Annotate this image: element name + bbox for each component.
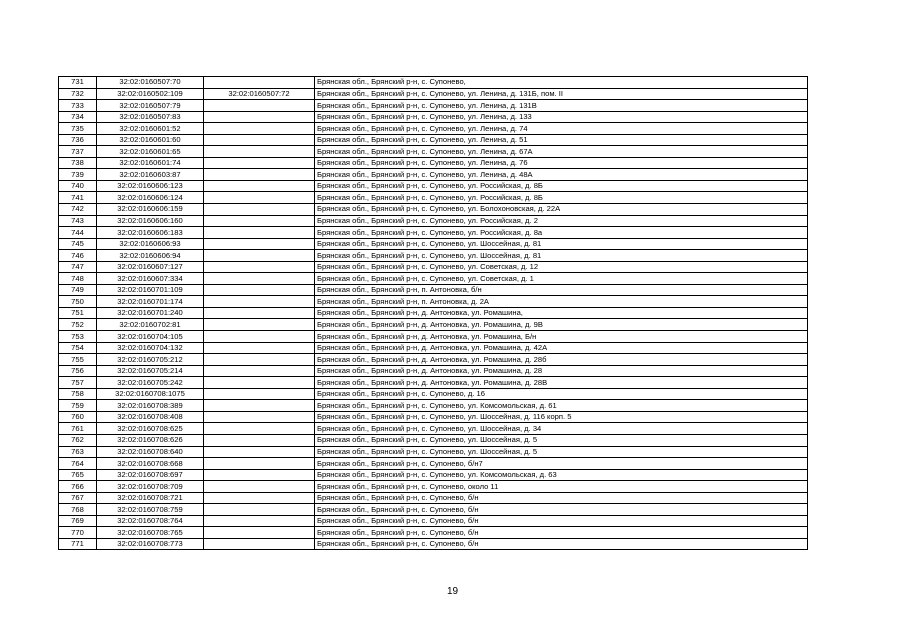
cadastral-number-cell: 32:02:0160705:212	[97, 354, 204, 366]
related-cadastral-number-cell	[204, 365, 315, 377]
table-row	[59, 527, 808, 539]
row-number-cell: 751	[59, 307, 97, 319]
cadastral-number-cell: 32:02:0160708:697	[97, 469, 204, 481]
cadastral-number-cell: 32:02:0160705:214	[97, 365, 204, 377]
row-number-cell: 736	[59, 134, 97, 146]
row-number-cell: 759	[59, 400, 97, 412]
cadastral-number-cell: 32:02:0160606:93	[97, 238, 204, 250]
cadastral-number-cell: 32:02:0160601:60	[97, 134, 204, 146]
related-cadastral-number-cell	[204, 261, 315, 273]
table-row	[59, 354, 808, 366]
cadastral-number-cell: 32:02:0160708:1075	[97, 388, 204, 400]
related-cadastral-number-cell	[204, 157, 315, 169]
cadastral-number-cell: 32:02:0160704:132	[97, 342, 204, 354]
address-cell: Брянская обл., Брянский р-н, д. Антоновка, ул. Ромашина, д. 9В	[315, 319, 808, 331]
address-cell: Брянская обл., Брянский р-н, с. Супонево, ул. Шоссейная, д. 116 корп. 5	[315, 411, 808, 423]
cadastral-table	[58, 76, 808, 550]
table-row	[59, 123, 808, 135]
table-row	[59, 100, 808, 112]
related-cadastral-number-cell: 32:02:0160507:72	[204, 88, 315, 100]
row-number-cell: 748	[59, 273, 97, 285]
address-cell: Брянская обл., Брянский р-н, д. Антоновка, ул. Ромашина, д. 28б	[315, 354, 808, 366]
table-body	[59, 77, 808, 550]
table-row	[59, 411, 808, 423]
cadastral-number-cell: 32:02:0160606:159	[97, 204, 204, 216]
related-cadastral-number-cell	[204, 319, 315, 331]
row-number-cell: 764	[59, 458, 97, 470]
row-number-cell: 739	[59, 169, 97, 181]
related-cadastral-number-cell	[204, 123, 315, 135]
address-cell: Брянская обл., Брянский р-н, с. Супонево, ул. Шоссейная, д. 5	[315, 446, 808, 458]
address-cell: Брянская обл., Брянский р-н, с. Супонево,	[315, 77, 808, 89]
address-cell: Брянская обл., Брянский р-н, с. Супонево, ул. Российская, д. 2	[315, 215, 808, 227]
related-cadastral-number-cell	[204, 307, 315, 319]
row-number-cell: 743	[59, 215, 97, 227]
related-cadastral-number-cell	[204, 342, 315, 354]
cadastral-number-cell: 32:02:0160708:640	[97, 446, 204, 458]
table-row	[59, 538, 808, 550]
related-cadastral-number-cell	[204, 238, 315, 250]
related-cadastral-number-cell	[204, 527, 315, 539]
row-number-cell: 746	[59, 250, 97, 262]
cadastral-number-cell: 32:02:0160708:721	[97, 492, 204, 504]
table-row	[59, 423, 808, 435]
address-cell: Брянская обл., Брянский р-н, с. Супонево, ул. Ленина, д. 76	[315, 157, 808, 169]
row-number-cell: 767	[59, 492, 97, 504]
address-cell: Брянская обл., Брянский р-н, с. Супонево, б/н	[315, 504, 808, 516]
row-number-cell: 740	[59, 180, 97, 192]
table-row	[59, 434, 808, 446]
row-number-cell: 754	[59, 342, 97, 354]
address-cell: Брянская обл., Брянский р-н, с. Супонево, ул. Комсомольская, д. 61	[315, 400, 808, 412]
row-number-cell: 757	[59, 377, 97, 389]
row-number-cell: 763	[59, 446, 97, 458]
cadastral-number-cell: 32:02:0160507:79	[97, 100, 204, 112]
related-cadastral-number-cell	[204, 434, 315, 446]
row-number-cell: 756	[59, 365, 97, 377]
related-cadastral-number-cell	[204, 169, 315, 181]
table-row	[59, 319, 808, 331]
related-cadastral-number-cell	[204, 504, 315, 516]
cadastral-number-cell: 32:02:0160708:709	[97, 481, 204, 493]
cadastral-number-cell: 32:02:0160502:109	[97, 88, 204, 100]
address-cell: Брянская обл., Брянский р-н, с. Супонево, б/н	[315, 492, 808, 504]
address-cell: Брянская обл., Брянский р-н, с. Супонево, ул. Ленина, д. 67А	[315, 146, 808, 158]
related-cadastral-number-cell	[204, 481, 315, 493]
related-cadastral-number-cell	[204, 273, 315, 285]
row-number-cell: 732	[59, 88, 97, 100]
address-cell: Брянская обл., Брянский р-н, с. Супонево, ул. Ленина, д. 131В	[315, 100, 808, 112]
row-number-cell: 762	[59, 434, 97, 446]
related-cadastral-number-cell	[204, 400, 315, 412]
cadastral-number-cell: 32:02:0160607:127	[97, 261, 204, 273]
related-cadastral-number-cell	[204, 377, 315, 389]
address-cell: Брянская обл., Брянский р-н, с. Супонево, б/н	[315, 538, 808, 550]
table-row	[59, 388, 808, 400]
row-number-cell: 752	[59, 319, 97, 331]
cadastral-number-cell: 32:02:0160607:334	[97, 273, 204, 285]
cadastral-number-cell: 32:02:0160702:81	[97, 319, 204, 331]
table-row	[59, 273, 808, 285]
row-number-cell: 755	[59, 354, 97, 366]
cadastral-number-cell: 32:02:0160708:773	[97, 538, 204, 550]
address-cell: Брянская обл., Брянский р-н, с. Супонево, ул. Комсомольская, д. 63	[315, 469, 808, 481]
table-row	[59, 192, 808, 204]
table-row	[59, 515, 808, 527]
table-row	[59, 111, 808, 123]
cadastral-number-cell: 32:02:0160701:240	[97, 307, 204, 319]
cadastral-number-cell: 32:02:0160606:160	[97, 215, 204, 227]
row-number-cell: 745	[59, 238, 97, 250]
table-row	[59, 169, 808, 181]
row-number-cell: 766	[59, 481, 97, 493]
table-row	[59, 227, 808, 239]
row-number-cell: 758	[59, 388, 97, 400]
related-cadastral-number-cell	[204, 331, 315, 343]
table-row	[59, 215, 808, 227]
row-number-cell: 771	[59, 538, 97, 550]
address-cell: Брянская обл., Брянский р-н, д. Антоновка, ул. Ромашина, Б/н	[315, 331, 808, 343]
address-cell: Брянская обл., Брянский р-н, с. Супонево, ул. Советская, д. 12	[315, 261, 808, 273]
address-cell: Брянская обл., Брянский р-н, с. Супонево, ул. Ленина, д. 131Б, пом. II	[315, 88, 808, 100]
table-row	[59, 250, 808, 262]
address-cell: Брянская обл., Брянский р-н, с. Супонево, б/н	[315, 527, 808, 539]
cadastral-number-cell: 32:02:0160507:70	[97, 77, 204, 89]
address-cell: Брянская обл., Брянский р-н, с. Супонево, ул. Шоссейная, д. 34	[315, 423, 808, 435]
address-cell: Брянская обл., Брянский р-н, д. Антоновка, ул. Ромашина, д. 42А	[315, 342, 808, 354]
address-cell: Брянская обл., Брянский р-н, с. Супонево, ул. Российская, д. 8а	[315, 227, 808, 239]
related-cadastral-number-cell	[204, 111, 315, 123]
related-cadastral-number-cell	[204, 192, 315, 204]
cadastral-number-cell: 32:02:0160701:109	[97, 284, 204, 296]
page-number: 19	[446, 586, 459, 597]
cadastral-number-cell: 32:02:0160705:242	[97, 377, 204, 389]
cadastral-number-cell: 32:02:0160606:123	[97, 180, 204, 192]
table-row	[59, 238, 808, 250]
row-number-cell: 769	[59, 515, 97, 527]
cadastral-number-cell: 32:02:0160704:105	[97, 331, 204, 343]
related-cadastral-number-cell	[204, 538, 315, 550]
cadastral-number-cell: 32:02:0160708:765	[97, 527, 204, 539]
table-row	[59, 342, 808, 354]
address-cell: Брянская обл., Брянский р-н, п. Антоновка, д. 2А	[315, 296, 808, 308]
address-cell: Брянская обл., Брянский р-н, с. Супонево, ул. Ленина, д. 74	[315, 123, 808, 135]
address-cell: Брянская обл., Брянский р-н, с. Супонево, ул. Ленина, д. 51	[315, 134, 808, 146]
cadastral-number-cell: 32:02:0160708:764	[97, 515, 204, 527]
related-cadastral-number-cell	[204, 134, 315, 146]
row-number-cell: 734	[59, 111, 97, 123]
row-number-cell: 738	[59, 157, 97, 169]
table-row	[59, 481, 808, 493]
cadastral-number-cell: 32:02:0160708:625	[97, 423, 204, 435]
related-cadastral-number-cell	[204, 180, 315, 192]
table-row	[59, 146, 808, 158]
table-row	[59, 296, 808, 308]
table-row	[59, 458, 808, 470]
related-cadastral-number-cell	[204, 77, 315, 89]
table-row	[59, 284, 808, 296]
table-row	[59, 331, 808, 343]
row-number-cell: 744	[59, 227, 97, 239]
cadastral-number-cell: 32:02:0160606:124	[97, 192, 204, 204]
cadastral-number-cell: 32:02:0160708:408	[97, 411, 204, 423]
related-cadastral-number-cell	[204, 204, 315, 216]
address-cell: Брянская обл., Брянский р-н, с. Супонево, ул. Советская, д. 1	[315, 273, 808, 285]
address-cell: Брянская обл., Брянский р-н, с. Супонево, ул. Российская, д. 8Б	[315, 192, 808, 204]
related-cadastral-number-cell	[204, 296, 315, 308]
row-number-cell: 765	[59, 469, 97, 481]
cadastral-number-cell: 32:02:0160606:94	[97, 250, 204, 262]
table-row	[59, 307, 808, 319]
cadastral-number-cell: 32:02:0160708:668	[97, 458, 204, 470]
related-cadastral-number-cell	[204, 215, 315, 227]
related-cadastral-number-cell	[204, 423, 315, 435]
address-cell: Брянская обл., Брянский р-н, с. Супонево, около 11	[315, 481, 808, 493]
table-row	[59, 504, 808, 516]
address-cell: Брянская обл., Брянский р-н, с. Супонево, ул. Ленина, д. 48А	[315, 169, 808, 181]
table-row	[59, 180, 808, 192]
row-number-cell: 735	[59, 123, 97, 135]
table-row	[59, 377, 808, 389]
cadastral-number-cell: 32:02:0160603:87	[97, 169, 204, 181]
table-row	[59, 492, 808, 504]
related-cadastral-number-cell	[204, 492, 315, 504]
address-cell: Брянская обл., Брянский р-н, с. Супонево, ул. Российская, д. 8Б	[315, 180, 808, 192]
row-number-cell: 733	[59, 100, 97, 112]
cadastral-number-cell: 32:02:0160601:74	[97, 157, 204, 169]
address-cell: Брянская обл., Брянский р-н, с. Супонево, б/н	[315, 515, 808, 527]
table-row	[59, 446, 808, 458]
cadastral-number-cell: 32:02:0160701:174	[97, 296, 204, 308]
related-cadastral-number-cell	[204, 411, 315, 423]
table-row	[59, 204, 808, 216]
related-cadastral-number-cell	[204, 100, 315, 112]
row-number-cell: 737	[59, 146, 97, 158]
related-cadastral-number-cell	[204, 469, 315, 481]
cadastral-number-cell: 32:02:0160601:52	[97, 123, 204, 135]
address-cell: Брянская обл., Брянский р-н, с. Супонево, ул. Шоссейная, д. 81	[315, 250, 808, 262]
cadastral-number-cell: 32:02:0160708:759	[97, 504, 204, 516]
address-cell: Брянская обл., Брянский р-н, п. Антоновка, б/н	[315, 284, 808, 296]
table-row	[59, 88, 808, 100]
row-number-cell: 750	[59, 296, 97, 308]
table-row	[59, 134, 808, 146]
row-number-cell: 747	[59, 261, 97, 273]
cadastral-number-cell: 32:02:0160507:83	[97, 111, 204, 123]
row-number-cell: 761	[59, 423, 97, 435]
table-row	[59, 261, 808, 273]
address-cell: Брянская обл., Брянский р-н, с. Супонево, б/н7	[315, 458, 808, 470]
table-row	[59, 469, 808, 481]
address-cell: Брянская обл., Брянский р-н, д. Антоновка, ул. Ромашина, д. 28В	[315, 377, 808, 389]
related-cadastral-number-cell	[204, 388, 315, 400]
related-cadastral-number-cell	[204, 446, 315, 458]
related-cadastral-number-cell	[204, 227, 315, 239]
address-cell: Брянская обл., Брянский р-н, д. Антоновка, ул. Ромашина,	[315, 307, 808, 319]
table-row	[59, 400, 808, 412]
table-row	[59, 157, 808, 169]
table-row	[59, 77, 808, 89]
related-cadastral-number-cell	[204, 284, 315, 296]
row-number-cell: 742	[59, 204, 97, 216]
cadastral-number-cell: 32:02:0160708:389	[97, 400, 204, 412]
cadastral-number-cell: 32:02:0160606:183	[97, 227, 204, 239]
row-number-cell: 760	[59, 411, 97, 423]
address-cell: Брянская обл., Брянский р-н, с. Супонево, ул. Шоссейная, д. 81	[315, 238, 808, 250]
related-cadastral-number-cell	[204, 146, 315, 158]
row-number-cell: 768	[59, 504, 97, 516]
table-row	[59, 365, 808, 377]
related-cadastral-number-cell	[204, 354, 315, 366]
address-cell: Брянская обл., Брянский р-н, с. Супонево, ул. Шоссейная, д. 5	[315, 434, 808, 446]
address-cell: Брянская обл., Брянский р-н, с. Супонево, д. 16	[315, 388, 808, 400]
row-number-cell: 753	[59, 331, 97, 343]
cadastral-number-cell: 32:02:0160601:65	[97, 146, 204, 158]
row-number-cell: 770	[59, 527, 97, 539]
address-cell: Брянская обл., Брянский р-н, с. Супонево, ул. Ленина, д. 133	[315, 111, 808, 123]
related-cadastral-number-cell	[204, 458, 315, 470]
related-cadastral-number-cell	[204, 515, 315, 527]
related-cadastral-number-cell	[204, 250, 315, 262]
row-number-cell: 731	[59, 77, 97, 89]
cadastral-number-cell: 32:02:0160708:626	[97, 434, 204, 446]
address-cell: Брянская обл., Брянский р-н, с. Супонево, ул. Болохоновская, д. 22А	[315, 204, 808, 216]
address-cell: Брянская обл., Брянский р-н, д. Антоновка, ул. Ромашина, д. 28	[315, 365, 808, 377]
row-number-cell: 741	[59, 192, 97, 204]
row-number-cell: 749	[59, 284, 97, 296]
